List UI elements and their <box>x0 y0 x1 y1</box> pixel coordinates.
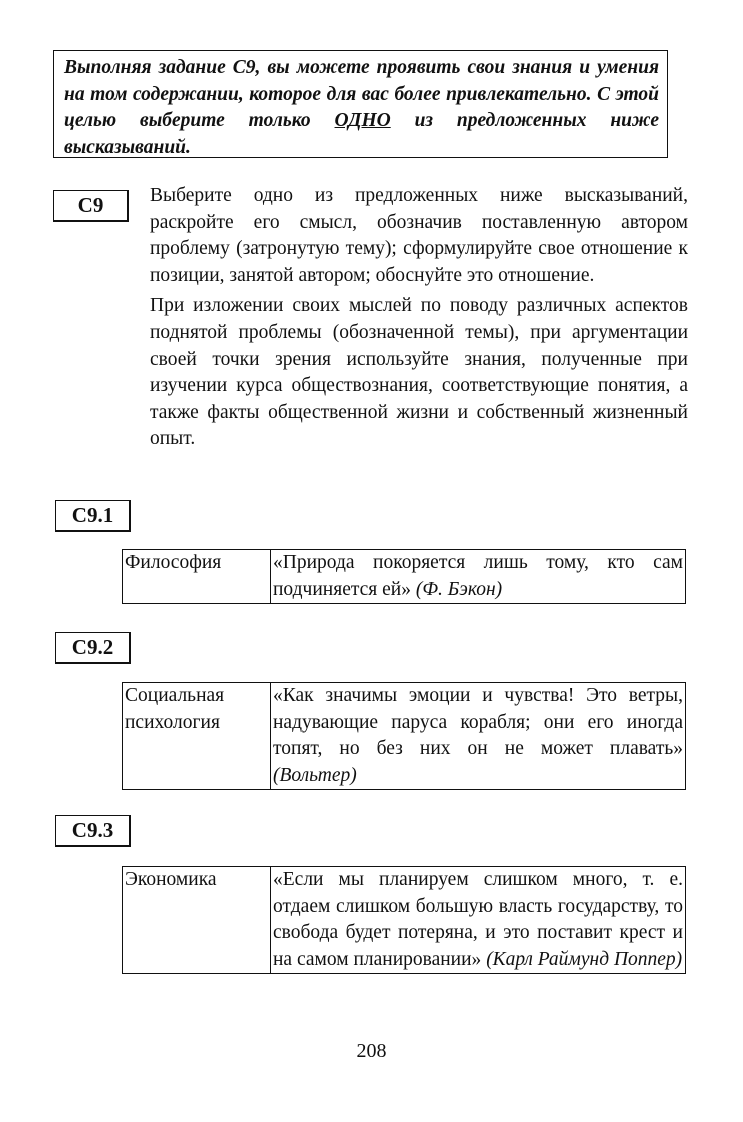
quote-author: (Ф. Бэкон) <box>415 578 503 600</box>
table-row <box>123 683 686 790</box>
quote-text: «Природа покоряется лишь тому, кто сам подчиняется ей» <box>273 552 683 600</box>
page-number: 208 <box>356 1040 387 1062</box>
quote-cell <box>271 550 686 604</box>
quote-cell <box>271 867 686 974</box>
task-paragraph-1: Выберите одно из предложенных ниже высказываний, раскройте его смысл, обозначив поставленную автором проблему (затронутую тему); сформулируйте свое отношение к позиции, занятой автором; обоснуйте это отношение. <box>150 185 688 286</box>
quote-text: «Если мы планируем слишком много, т. е. отдаем слишком большую власть государству, то свобода будет потеряна, и это поставит крест и на самом планировании» <box>273 869 683 970</box>
option-table-c9-1 <box>122 549 686 604</box>
instructions-emphasis: ОДНО <box>334 110 391 131</box>
option-label-c9-1: С9.1 <box>55 500 131 532</box>
topic-cell: Экономика <box>123 867 271 974</box>
task-description <box>150 183 688 453</box>
topic-cell: Социальная психология <box>123 683 271 790</box>
quote-text: «Как значимы эмоции и чувства! Это ветры, надувающие паруса корабля; они его иногда топят, но без них он не может плавать» <box>273 685 683 759</box>
instructions-text-end: из предложенных ниже высказываний. <box>64 110 659 158</box>
topic-cell: Философия <box>123 550 271 604</box>
option-label-c9-3: С9.3 <box>55 815 131 847</box>
task-paragraph-2: При изложении своих мыслей по поводу различных аспектов поднятой проблемы (обозначенной темы), при аргументации своей точки зрения используйте знания, полученные при изучении курса обществознания, соответствующие понятия, а также факты общественной жизни и собственный жизненный опыт. <box>150 295 688 450</box>
option-label-c9-2: С9.2 <box>55 632 131 664</box>
table-row <box>123 867 686 974</box>
quote-author: (Вольтер) <box>273 764 357 786</box>
instructions-box <box>53 50 668 158</box>
table-row <box>123 550 686 604</box>
task-label-c9: С9 <box>53 190 129 222</box>
quote-cell <box>271 683 686 790</box>
instructions-text-start: Выполняя задание С9, вы можете проявить свои знания и умения на том содержании, которое для вас более привлекательно. С этой целью выберите только <box>64 57 659 131</box>
quote-author: (Карл Раймунд Поппер) <box>486 948 683 970</box>
option-table-c9-3 <box>122 866 686 974</box>
option-table-c9-2 <box>122 682 686 790</box>
